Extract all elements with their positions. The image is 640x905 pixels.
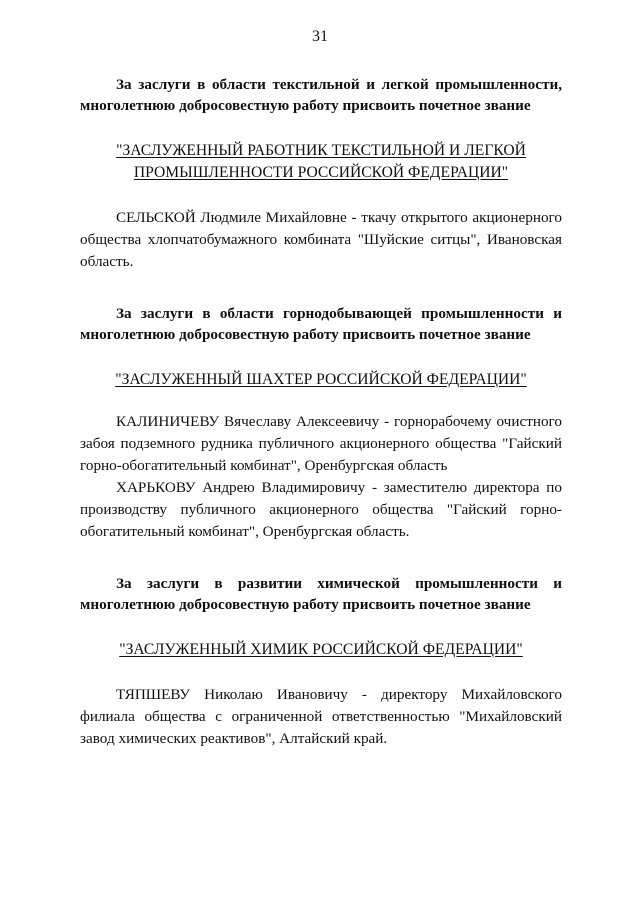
section-3-title-line-1: "ЗАСЛУЖЕННЫЙ ХИМИК РОССИЙСКОЙ ФЕДЕРАЦИИ" <box>119 640 523 658</box>
document-body <box>80 74 562 750</box>
page-number: 31 <box>312 28 328 45</box>
section-1-intro: За заслуги в области текстильной и легкой промышленности, многолетнюю добросовестную работу присвоить почетное звание <box>80 76 562 114</box>
section-3-title <box>80 639 562 661</box>
section-1-title <box>80 140 562 183</box>
section-1-entry-1: СЕЛЬСКОЙ Людмиле Михайловне - ткачу открытого акционерного общества хлопчатобумажного комбината "Шуйские ситцы", Ивановская область. <box>80 209 562 270</box>
section-2-title-line-1: "ЗАСЛУЖЕННЫЙ ШАХТЕР РОССИЙСКОЙ ФЕДЕРАЦИИ" <box>115 371 527 388</box>
section-1-title-line-1: "ЗАСЛУЖЕННЫЙ РАБОТНИК ТЕКСТИЛЬНОЙ И ЛЕГКОЙ <box>116 142 526 159</box>
section-2-entry-1: КАЛИНИЧЕВУ Вячеславу Алексеевичу - горнорабочему очистного забоя подземного рудника публичного акционерного общества "Гайский горно-обогатительный комбинат", Оренбургская область <box>80 412 562 474</box>
section-2-title <box>80 369 562 391</box>
section-2-intro: За заслуги в области горнодобывающей промышленности и многолетнюю добросовестную работу присвоить почетное звание <box>80 305 562 343</box>
section-1-title-line-2: ПРОМЫШЛЕННОСТИ РОССИЙСКОЙ ФЕДЕРАЦИИ" <box>133 163 509 181</box>
section-3-intro: За заслуги в развитии химической промышленности и многолетнюю добросовестную работу присвоить почетное звание <box>80 574 562 613</box>
section-3-entry-1: ТЯПШЕВУ Николаю Ивановичу - директору Михайловского филиала общества с ограниченной ответственностью "Михайловский завод химических реактивов", Алтайский край. <box>80 686 562 747</box>
section-2-entry-2: ХАРЬКОВУ Андрею Владимировичу - заместителю директора по производству публичного акционерного общества "Гайский горно-обогатительный комбинат", Оренбургская область. <box>80 478 562 540</box>
